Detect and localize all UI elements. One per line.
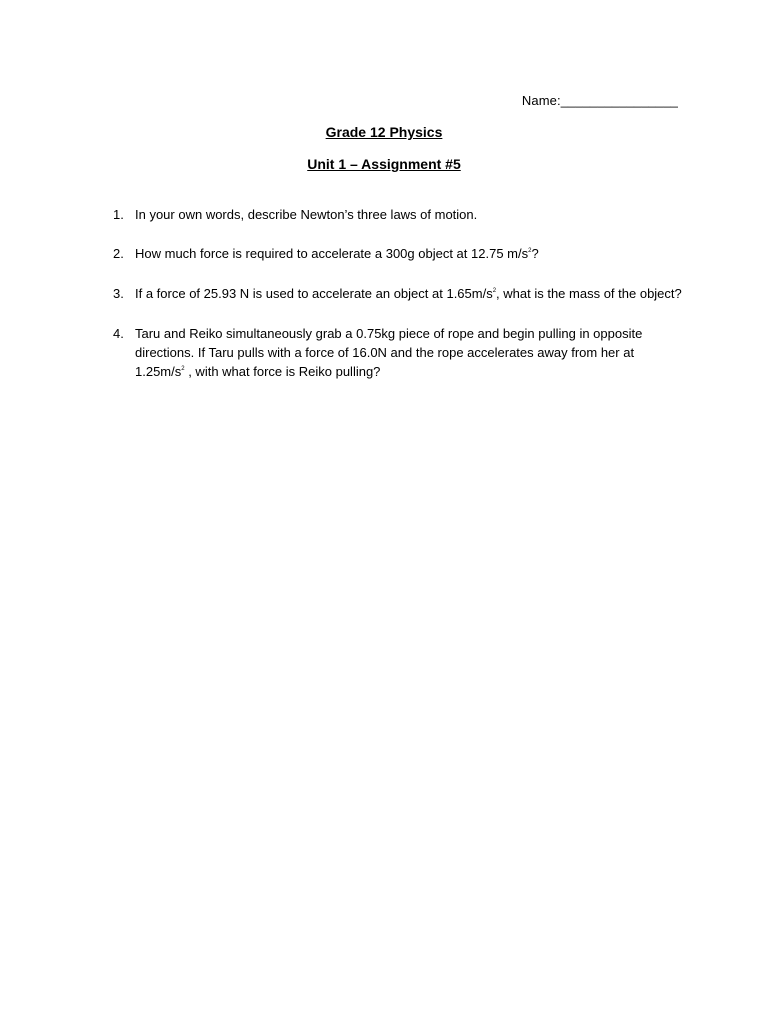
question-text [135,246,539,261]
question-item [113,324,683,381]
question-text-part: How much force is required to accelerate a 300g object at 12.75 m/s [135,246,529,261]
superscript: 2 [181,366,185,372]
question-text-part: Taru and Reiko simultaneously grab a 0.75kg piece of rope and begin pulling in opposite directions. If Taru pulls with a force of 16.0N and the rope accelerates away from her at 1.25m/s [135,326,643,379]
course-title: Grade 12 Physics [325,124,443,140]
question-item [113,284,683,303]
question-text-part: If a force of 25.93 N is used to accelerate an object at 1.65m/s [135,286,493,301]
question-text-part: , with what force is Reiko pulling? [184,364,381,379]
question-number: 3. [113,286,124,301]
name-label: Name: [521,93,561,108]
question-text-part: ? [531,246,539,261]
superscript: 2 [528,248,532,254]
question-text: In your own words, describe Newton’s three laws of motion. [135,207,478,222]
question-text [135,326,642,379]
name-field-line [522,93,678,108]
question-item [113,244,683,263]
question-number: 2. [113,246,124,261]
question-text [135,286,682,301]
name-blank: ________________ [560,93,678,108]
superscript: 2 [492,288,497,294]
question-number: 1. [113,207,124,222]
question-number: 4. [113,326,124,341]
question-text-part: , what is the mass of the object? [496,286,682,301]
assignment-title: Unit 1 – Assignment #5 [307,156,461,172]
question-item [113,205,683,224]
question-list [113,205,683,381]
